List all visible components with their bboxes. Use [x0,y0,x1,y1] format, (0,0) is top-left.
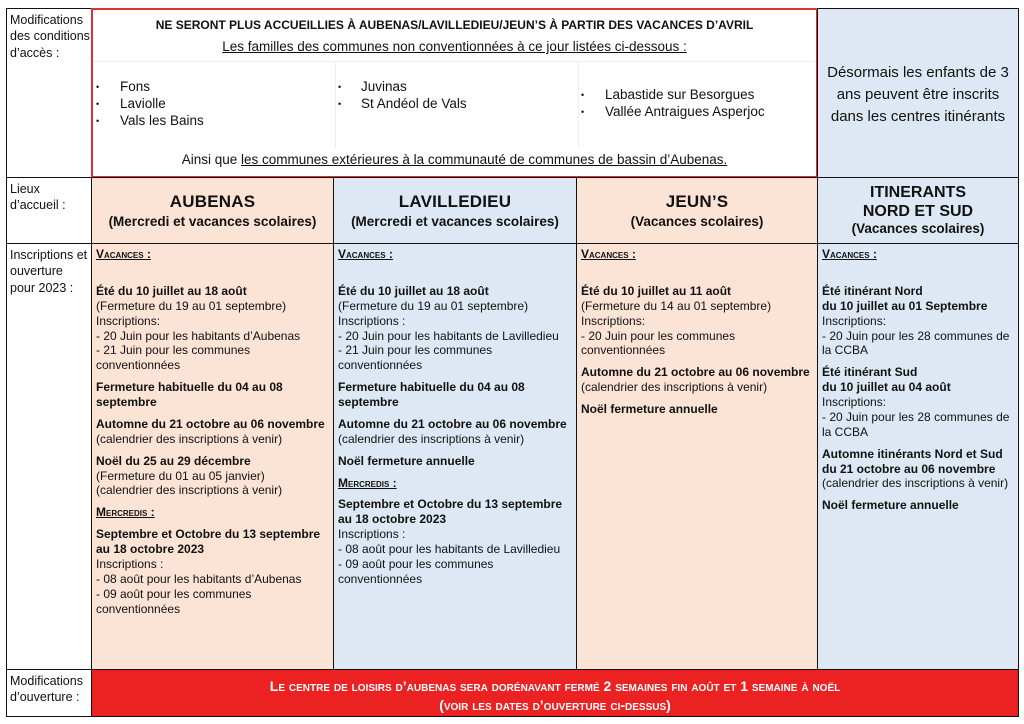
commune-item: • St Andéol de Vals [335,95,578,112]
inscription-item: - 21 Juin pour les communes conventionnées [338,343,493,373]
period-title: Été du 10 juillet au 18 août [338,283,489,298]
period-note: (calendrier des inscriptions à venir) [822,476,1009,491]
schedule-itinerants [817,243,1019,670]
place-name: LAVILLEDIEU [398,192,512,211]
place-name: ITINERANTS NORD ET SUD [862,184,974,221]
section-heading: Vacances : [96,247,151,261]
period-note: (calendrier des inscriptions à venir) [96,431,283,446]
period-title: Automne du 21 octobre au 06 novembre [581,365,810,380]
place-sub: (Vacances scolaires) [851,221,985,237]
period-title: Fermeture habituelle du 04 au 08 septembre [96,380,283,409]
period-title: Automne du 21 octobre au 06 novembre [96,416,325,431]
period-title: Noël fermeture annuelle [822,498,959,513]
place-sub: (Vacances scolaires) [630,214,764,230]
inscription-item: - 20 Juin pour les 28 communes de la CCBA [822,409,1010,439]
period-title: Noël fermeture annuelle [338,453,475,468]
period-note: (Fermeture du 14 au 01 septembre) [581,298,772,313]
period-title: Septembre et Octobre du 13 septembre au 18 octobre 2023 [338,497,563,527]
inscriptions-label: Inscriptions: [822,313,887,328]
period-title: Été du 10 juillet au 18 août [96,283,247,298]
opening-row-label: Modifications d’ouverture : [6,669,92,717]
place-jeuns [576,177,818,244]
access-conditions-box [91,8,818,178]
inscription-item: - 08 août pour les habitants d’Aubenas [96,571,302,586]
inscriptions-label: Inscriptions: [96,313,161,328]
external-communes-text: les communes extérieures à la communauté de communes de bassin d’Aubenas. [241,152,728,167]
period-title: Automne du 21 octobre au 06 novembre [338,416,567,431]
inscription-item: - 08 août pour les habitants de Lavilledieu [338,542,561,556]
commune-item: • Labastide sur Besorgues [578,86,818,103]
schedule-jeuns [576,243,818,670]
schedule-aubenas [91,243,334,670]
inscriptions-label: Inscriptions: [581,313,646,328]
schedule-row-label: Inscriptions et ouverture pour 2023 : [6,243,92,670]
period-note: (Fermeture du 19 au 01 septembre) [338,298,529,313]
section-heading: Vacances : [338,247,393,261]
place-sub: (Mercredi et vacances scolaires) [351,214,559,230]
inscriptions-label: Inscriptions: [822,395,887,409]
opening-banner [91,669,1019,717]
period-note: (Fermeture du 19 au 01 septembre) [96,298,287,313]
period-title: Automne itinérants Nord et Sud du 21 octobre au 06 novembre [822,446,1003,476]
age-note: Désormais les enfants de 3 ans peuvent être inscrits dans les centres itinérants [827,64,1009,125]
section-heading: Mercredis : [96,505,155,520]
section-heading: Vacances : [822,247,877,261]
inscription-item: - 09 août pour les communes conventionnées [338,556,494,586]
communes-column-3 [578,61,818,148]
inscription-item: - 21 Juin pour les communes conventionnées [96,343,251,373]
communes-column-1 [93,61,336,148]
inscriptions-label: Inscriptions : [338,527,406,542]
age-note-box [817,8,1019,178]
inscription-item: - 20 Juin pour les habitants de Lavilledieu [338,328,559,343]
inscriptions-label: Inscriptions : [96,556,164,571]
commune-item: • Laviolle [93,95,335,112]
period-title: Été itinérant Nord [822,283,923,298]
schedule-lavilledieu [333,243,577,670]
place-name: AUBENAS [169,192,256,211]
period-title: Septembre et Octobre du 13 septembre au 18 octobre 2023 [96,527,321,556]
period-title: Été itinérant Sud [822,365,918,380]
period-dates: du 10 juillet au 01 Septembre [822,298,988,313]
access-headline: NE SERONT PLUS ACCUEILLIES À AUBENAS/LAVILLEDIEU/JEUN’S À PARTIR DES VACANCES D’AVRIL [155,18,754,32]
inscription-item: - 20 Juin pour les communes conventionnées [581,328,736,358]
period-title: Été du 10 juillet au 11 août [581,283,732,298]
inscriptions-label: Inscriptions : [338,313,406,328]
inscription-item: - 20 Juin pour les habitants d’Aubenas [96,328,301,343]
section-heading: Vacances : [581,247,636,261]
inscription-item: - 09 août pour les communes conventionnées [96,586,252,616]
inscription-item: - 20 Juin pour les 28 communes de la CCBA [822,328,1010,358]
access-footer: Ainsi que les communes extérieures à la communauté de communes de bassin d’Aubenas. [181,152,728,167]
period-note: (calendrier des inscriptions à venir) [581,380,768,395]
access-row-label: Modifications des conditions d’accès : [6,8,92,178]
commune-item: • Juvinas [335,78,578,95]
place-name: JEUN’S [665,192,729,211]
place-aubenas [91,177,334,244]
period-title: Noël fermeture annuelle [581,402,718,416]
period-title: Fermeture habituelle du 04 au 08 septembre [338,380,525,409]
access-subtitle: Les familles des communes non conventionnées à ce jour listées ci-dessous : [222,39,687,54]
place-sub: (Mercredi et vacances scolaires) [108,214,317,230]
commune-item: • Vallée Antraigues Asperjoc [578,103,818,120]
period-note: (calendrier des inscriptions à venir) [338,431,525,446]
commune-item: • Fons [93,78,335,95]
communes-column-2 [335,61,579,148]
place-lavilledieu [333,177,577,244]
period-note: (calendrier des inscriptions à venir) [96,483,283,498]
opening-line-1: Le centre de loisirs d’aubenas sera dorénavant fermé 2 semaines fin août et 1 semaine à noël [269,678,841,694]
period-dates: du 10 juillet au 04 août [822,380,951,395]
place-itinerants [817,177,1019,244]
opening-line-2: (voir les dates d’ouverture ci-dessus) [439,696,671,713]
section-heading: Mercredis : [338,475,397,490]
places-row-label: Lieux d’accueil : [6,177,92,244]
period-title: Noël du 25 au 29 décembre [96,453,251,468]
commune-item: • Vals les Bains [93,112,335,129]
period-note: (Fermeture du 01 au 05 janvier) [96,468,265,483]
